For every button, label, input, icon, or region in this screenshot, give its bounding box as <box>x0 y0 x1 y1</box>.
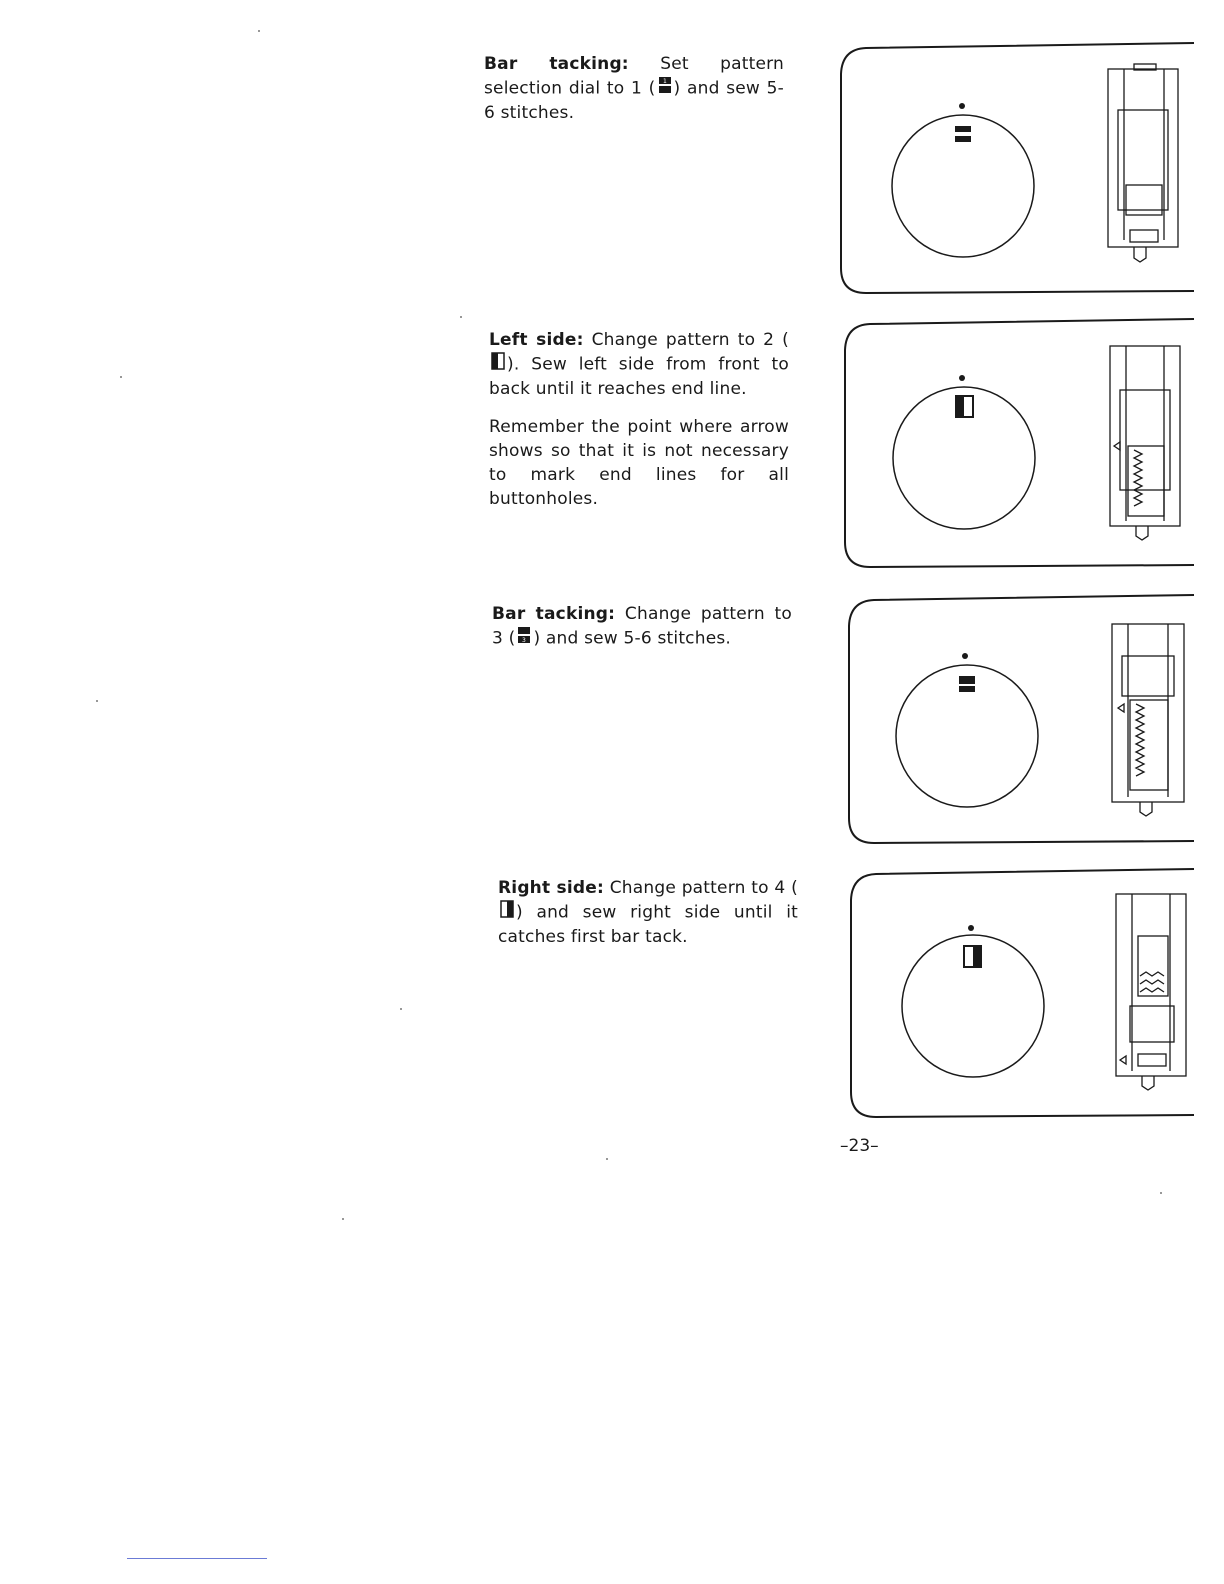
bar-tack-symbol-icon <box>658 76 672 101</box>
svg-text:3: 3 <box>522 637 527 644</box>
buttonhole-foot-icon <box>1112 624 1184 816</box>
step-2-text-after: ). Sew left side from front to back until it reaches end line. <box>489 354 789 399</box>
scan-speck <box>606 1158 608 1160</box>
pattern-dial-icon <box>896 653 1038 807</box>
step-2-heading: Left side: <box>489 330 584 350</box>
step-3-text <box>492 602 792 665</box>
dial-symbol-mark <box>955 126 971 132</box>
step-1-text <box>484 52 784 139</box>
page-number: –23– <box>840 1136 879 1156</box>
scan-speck <box>258 30 260 32</box>
buttonhole-foot-icon <box>1108 64 1178 262</box>
step-2-note: Remember the point where arrow shows so that it is not necessary to mark end lines for all buttonholes. <box>489 417 789 509</box>
step-2-text <box>489 328 789 525</box>
pattern-dial-icon <box>892 103 1034 257</box>
step-3-text-after: ) and sew 5-6 stitches. <box>533 628 732 649</box>
step-4-text <box>498 876 798 963</box>
step-1-paragraph <box>484 52 784 125</box>
dial-indicator-dot <box>959 375 965 381</box>
bar-tack-symbol-icon <box>517 626 531 651</box>
dial-symbol-mark <box>959 676 975 684</box>
step-1-text-after: ) and sew 5-6 stitches. <box>484 78 784 123</box>
step-3-heading: Bar tacking: <box>492 604 616 624</box>
step-1-heading: Bar tacking: <box>484 54 629 74</box>
step-3-paragraph <box>492 602 792 651</box>
step-3-illustration <box>846 592 1198 848</box>
scan-speck <box>460 316 462 318</box>
step-2-text-before: Change pattern to 2 ( <box>591 330 789 350</box>
scan-speck <box>342 1218 344 1220</box>
step-4-paragraph <box>498 876 798 949</box>
pattern-dial-icon <box>902 925 1044 1077</box>
svg-text:1: 1 <box>662 78 667 85</box>
step-4-illustration <box>848 866 1198 1124</box>
step-4-text-before: Change pattern to 4 ( <box>609 878 798 898</box>
dial-indicator-dot <box>962 653 968 659</box>
step-1-text-before: Set pattern selection dial to 1 ( <box>484 54 784 99</box>
step-1-illustration <box>838 40 1198 300</box>
scan-speck <box>400 1008 402 1010</box>
scan-speck <box>1160 1192 1162 1194</box>
step-2-paragraph <box>489 328 789 401</box>
step-4-text-after: ) and sew right side until it catches first bar tack. <box>498 902 798 947</box>
left-side-symbol-icon <box>491 352 505 377</box>
dial-indicator-dot <box>959 103 965 109</box>
panel-frame <box>849 595 1194 843</box>
step-4-heading: Right side: <box>498 878 604 898</box>
step-3-text-before: Change pattern to 3 ( <box>492 604 793 649</box>
footer-rule <box>127 1558 267 1559</box>
right-side-symbol-icon <box>500 900 514 925</box>
dial-indicator-dot <box>968 925 974 931</box>
step-2-illustration <box>842 316 1198 572</box>
scan-speck <box>120 376 122 378</box>
buttonhole-foot-icon <box>1110 346 1180 540</box>
scan-speck <box>96 700 98 702</box>
buttonhole-foot-icon <box>1116 894 1186 1090</box>
pattern-dial-icon <box>893 375 1035 529</box>
panel-frame <box>845 319 1194 567</box>
